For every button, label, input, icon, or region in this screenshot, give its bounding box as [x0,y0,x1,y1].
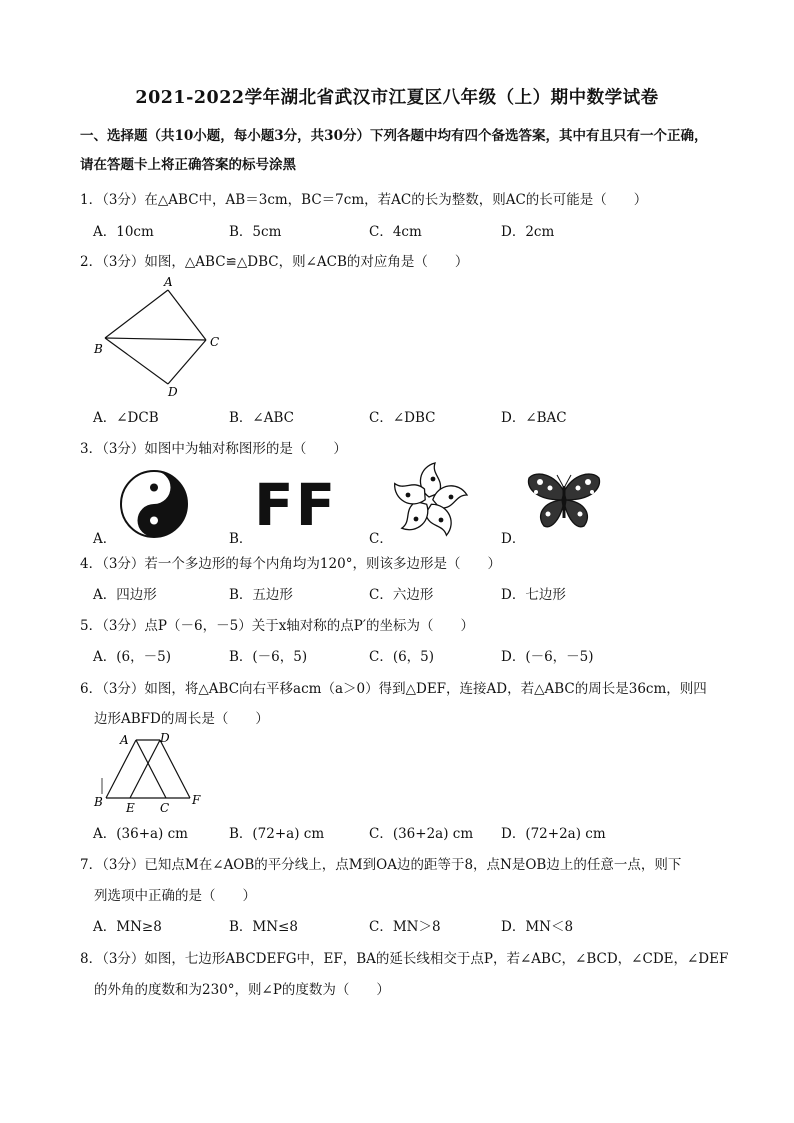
question-7-stem: 7．（3分）已知点M在∠AOB的平分线上，点M到OA边的距等于8，点N是OB边上的任意一点，则下 [80,857,682,873]
q6-figure-translation [90,728,210,816]
q6-label-f: F [192,793,201,807]
q2-figure-quadrilateral [90,272,230,402]
section-line-1: 一、选择题（共10小题，每小题3分，共30分）下列各题中均有四个备选答案，其中有且只有一个正确， [80,128,708,144]
bauhinia-flower-icon [388,460,470,542]
q1-option-a: A．10cm [93,224,154,240]
q5-option-b: B．(－6，5) [229,649,308,665]
q6-label-e: E [126,801,135,815]
q6-label-c: C [160,801,170,815]
q3-option-a: A． [93,531,117,547]
q6-label-a: A [120,733,129,747]
q2-option-a: A．∠DCB [93,410,159,426]
q3-option-c: C． [369,531,393,547]
q5-option-d: D．(－6，－5) [501,649,594,665]
question-7-stem-cont: 列选项中正确的是（ ） [94,888,256,904]
question-6-stem-cont: 边形ABFD的周长是（ ） [94,711,269,727]
page-title: 2021-2022学年湖北省武汉市江夏区八年级（上）期中数学试卷 [135,88,659,108]
q7-option-a: A．MN≥8 [93,919,162,935]
q2-label-d: D [168,385,178,399]
q7-option-c: C．MN＞8 [369,919,441,935]
q6-option-b: B．(72+a) cm [229,826,325,842]
q2-label-c: C [210,335,220,349]
q2-option-c: C．∠DBC [369,410,436,426]
butterfly-icon [526,470,602,532]
q6-option-d: D．(72+2a) cm [501,826,606,842]
question-8-stem: 8．（3分）如图，七边形ABCDEFG中，EF，BA的延长线相交于点P，若∠ABC，∠BCD，∠CDE，∠DEF [80,951,729,967]
q6-label-d: D [160,731,170,745]
q3-option-d: D． [501,531,526,547]
yin-yang-icon [118,468,190,540]
q6-label-b: B [94,795,103,809]
q2-option-b: B．∠ABC [229,410,294,426]
q7-option-d: D．MN＜8 [501,919,574,935]
question-4-stem: 4．（3分）若一个多边形的每个内角均为120°，则该多边形是（ ） [80,556,501,572]
q4-option-d: D．七边形 [501,587,566,603]
question-1-stem: 1．（3分）在△ABC中，AB＝3cm，BC＝7cm，若AC的长为整数，则AC的长可能是（ ） [80,192,648,208]
q6-option-a: A．(36+a) cm [93,826,188,842]
q1-option-c: C．4cm [369,224,422,240]
section-heading [80,122,730,180]
question-2-stem: 2．（3分）如图，△ABC≌△DBC，则∠ACB的对应角是（ ） [80,254,469,270]
q1-option-d: D．2cm [501,224,555,240]
q7-option-b: B．MN≤8 [229,919,298,935]
question-5-stem: 5．（3分）点P（－6，－5）关于x轴对称的点P′的坐标为（ ） [80,618,474,634]
q2-label-b: B [94,342,103,356]
q4-option-c: C．六边形 [369,587,434,603]
question-6-stem: 6．（3分）如图，将△ABC向右平移acm（a＞0）得到△DEF，连接AD，若△ABC的周长是36cm，则四 [80,681,707,697]
question-8-stem-cont: 的外角的度数和为230°，则∠P的度数为（ ） [94,982,390,998]
q6-option-c: C．(36+2a) cm [369,826,474,842]
q1-option-b: B．5cm [229,224,282,240]
q4-option-a: A．四边形 [93,587,157,603]
q5-option-a: A．(6，－5) [93,649,171,665]
q3-option-b: B． [229,531,253,547]
section-line-2: 请在答题卡上将正确答案的标号涂黑 [80,157,296,173]
q2-option-d: D．∠BAC [501,410,567,426]
question-3-stem: 3．（3分）如图中为轴对称图形的是（ ） [80,441,347,457]
ff-letters-figure: FF [254,471,338,539]
q5-option-c: C．(6，5) [369,649,435,665]
q4-option-b: B．五边形 [229,587,293,603]
q2-label-a: A [164,275,173,289]
